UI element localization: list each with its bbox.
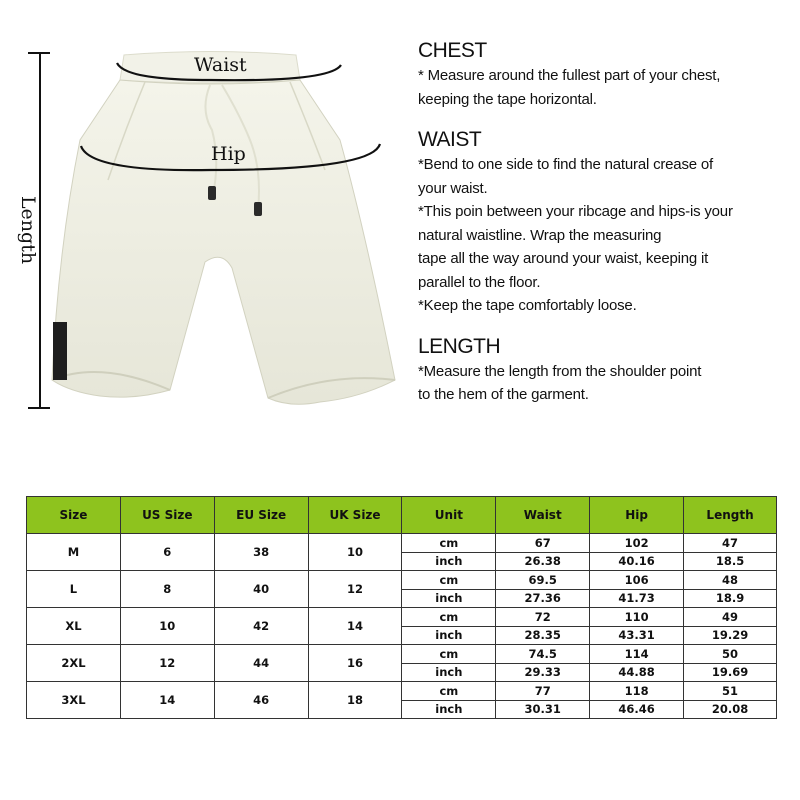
measuring-guide — [418, 38, 798, 423]
cell-waist: 26.38 — [496, 552, 590, 571]
cell-hip: 43.31 — [590, 626, 684, 645]
section-text: parallel to the floor. — [418, 273, 541, 291]
cell-size: 2XL — [27, 645, 121, 682]
cell-hip: 44.88 — [590, 663, 684, 682]
cell-waist: 27.36 — [496, 589, 590, 608]
cell-waist: 74.5 — [496, 645, 590, 664]
cell-uk: 10 — [308, 534, 402, 571]
section-text: *Measure the length from the shoulder point — [418, 362, 702, 380]
waist-label: Waist — [194, 54, 247, 76]
hip-label: Hip — [211, 143, 246, 165]
cell-hip: 106 — [590, 571, 684, 590]
cell-us: 8 — [120, 571, 214, 608]
section-text: keeping the tape horizontal. — [418, 90, 597, 108]
cell-waist: 72 — [496, 608, 590, 627]
cell-size: 3XL — [27, 682, 121, 719]
cell-length: 19.69 — [684, 663, 777, 682]
section-title: WAIST — [418, 128, 482, 151]
table-header-row — [27, 497, 777, 534]
table-row — [27, 571, 777, 590]
cell-unit: cm — [402, 571, 496, 590]
cell-uk: 12 — [308, 571, 402, 608]
cell-unit: cm — [402, 645, 496, 664]
cell-unit: inch — [402, 552, 496, 571]
cell-hip: 46.46 — [590, 700, 684, 719]
header-eu-size: EU Size — [214, 497, 308, 534]
cell-size: XL — [27, 608, 121, 645]
cell-length: 19.29 — [684, 626, 777, 645]
section-title: LENGTH — [418, 334, 501, 358]
cell-length: 49 — [684, 608, 777, 627]
table-row — [27, 534, 777, 553]
cell-waist: 29.33 — [496, 663, 590, 682]
cell-length: 51 — [684, 682, 777, 701]
section-text: tape all the way around your waist, keeping it — [418, 250, 709, 267]
header-waist: Waist — [496, 497, 590, 534]
cell-us: 10 — [120, 608, 214, 645]
cell-unit: cm — [402, 534, 496, 553]
cell-uk: 16 — [308, 645, 402, 682]
header-length: Length — [684, 497, 777, 534]
cell-eu: 44 — [214, 645, 308, 682]
section-text: *This poin between your ribcage and hips-is your — [418, 203, 733, 220]
length-label: Length — [17, 195, 39, 265]
cell-waist: 77 — [496, 682, 590, 701]
header-us-size: US Size — [120, 497, 214, 534]
cell-unit: cm — [402, 682, 496, 701]
header-hip: Hip — [590, 497, 684, 534]
size-chart-table — [26, 496, 777, 719]
guide-section-length — [418, 334, 798, 407]
cell-hip: 41.73 — [590, 589, 684, 608]
cell-uk: 18 — [308, 682, 402, 719]
guide-section-waist — [418, 127, 798, 318]
cell-hip: 114 — [590, 645, 684, 664]
cell-waist: 30.31 — [496, 700, 590, 719]
cell-length: 18.9 — [684, 589, 777, 608]
cell-waist: 67 — [496, 534, 590, 553]
cell-hip: 110 — [590, 608, 684, 627]
cell-unit: cm — [402, 608, 496, 627]
section-title: CHEST — [418, 39, 487, 62]
drawstring-tip-right — [254, 202, 262, 216]
cell-waist: 69.5 — [496, 571, 590, 590]
cell-uk: 14 — [308, 608, 402, 645]
cell-unit: inch — [402, 700, 496, 719]
cell-us: 12 — [120, 645, 214, 682]
cell-length: 18.5 — [684, 552, 777, 571]
table-row — [27, 608, 777, 627]
cell-length: 50 — [684, 645, 777, 664]
cell-us: 6 — [120, 534, 214, 571]
section-text: *Keep the tape comfortably loose. — [418, 297, 637, 314]
drawstring-tip-left — [208, 186, 216, 200]
header-unit: Unit — [402, 497, 496, 534]
section-text: * Measure around the fullest part of your chest, — [418, 67, 721, 84]
cell-length: 48 — [684, 571, 777, 590]
section-text: your waist. — [418, 179, 488, 197]
cell-us: 14 — [120, 682, 214, 719]
cell-eu: 46 — [214, 682, 308, 719]
cell-unit: inch — [402, 589, 496, 608]
table-row — [27, 682, 777, 701]
header-size: Size — [27, 497, 121, 534]
cell-unit: inch — [402, 663, 496, 682]
cell-hip: 40.16 — [590, 552, 684, 571]
cell-hip: 118 — [590, 682, 684, 701]
cell-unit: inch — [402, 626, 496, 645]
cell-size: M — [27, 534, 121, 571]
guide-section-chest — [418, 38, 798, 111]
cell-eu: 42 — [214, 608, 308, 645]
section-text: natural waistline. Wrap the measuring — [418, 226, 662, 244]
cell-eu: 40 — [214, 571, 308, 608]
cell-length: 47 — [684, 534, 777, 553]
cell-hip: 102 — [590, 534, 684, 553]
section-text: to the hem of the garment. — [418, 386, 589, 403]
cell-waist: 28.35 — [496, 626, 590, 645]
section-text: *Bend to one side to find the natural crease of — [418, 156, 713, 173]
cell-eu: 38 — [214, 534, 308, 571]
cell-size: L — [27, 571, 121, 608]
cell-length: 20.08 — [684, 700, 777, 719]
table-row — [27, 645, 777, 664]
header-uk-size: UK Size — [308, 497, 402, 534]
